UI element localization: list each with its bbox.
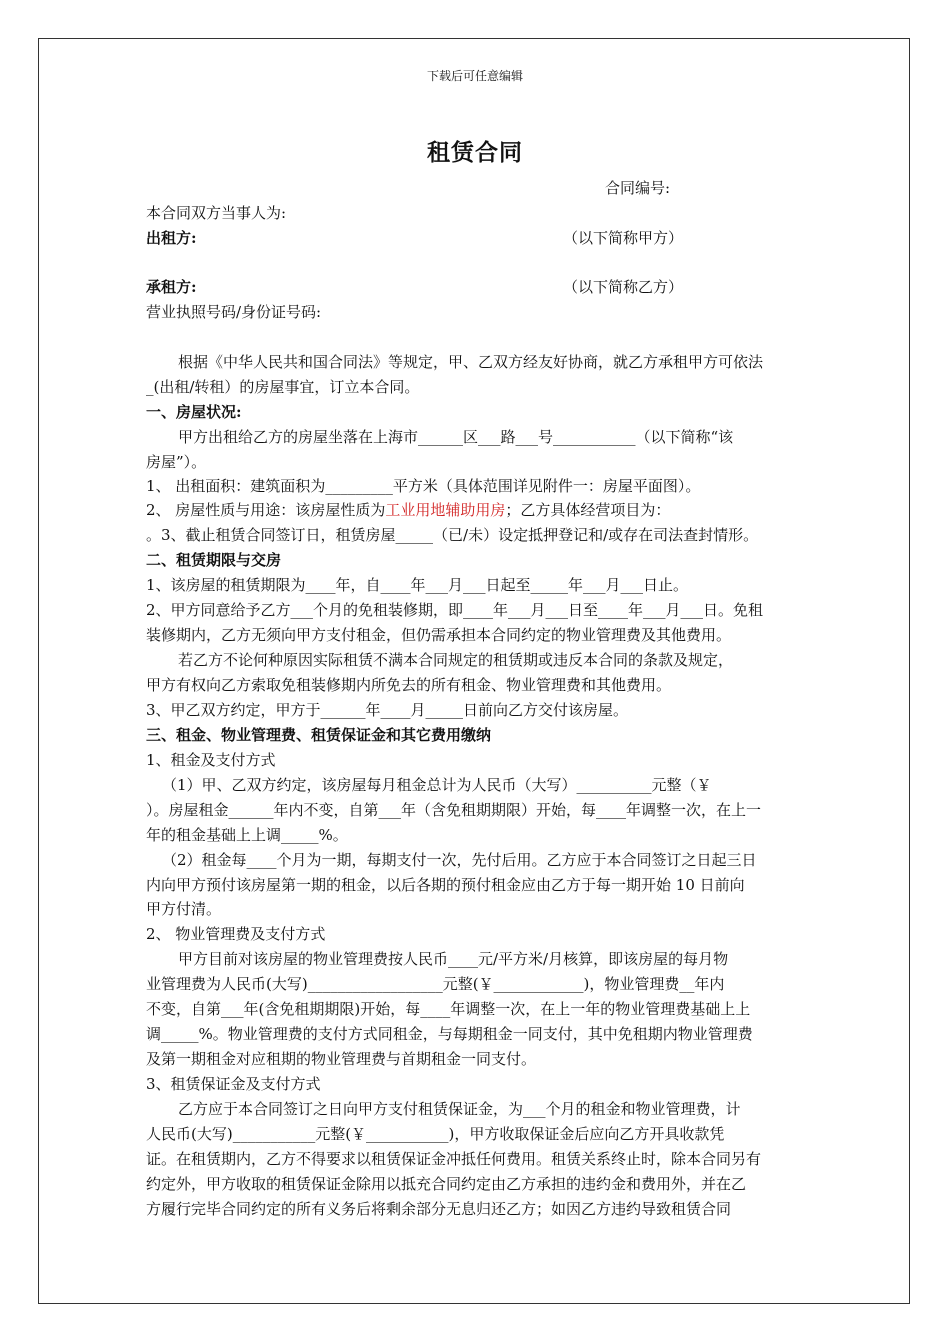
paragraph-line: 内向甲方预付该房屋第一期的租金，以后各期的预付租金应由乙方于每一期开始 10 日前向 — [146, 876, 745, 894]
paragraph-line: _(出租/转租）的房屋事宜，订立本合同。 — [146, 378, 420, 396]
paragraph-line: 乙方应于本合同签订之日向甲方支付租赁保证金，为___个月的租金和物业管理费，计 — [178, 1100, 741, 1118]
document-title: 租赁合同 — [427, 139, 523, 166]
paragraph-line: 2、 物业管理费及支付方式 — [146, 925, 326, 943]
section-heading: 二、租赁期限与交房 — [146, 551, 282, 569]
paragraph-line: 3、甲乙双方约定，甲方于______年____月_____日前向乙方交付该房屋。 — [146, 701, 629, 719]
paragraph-line: 3、租赁保证金及支付方式 — [146, 1075, 321, 1093]
text-run: ；乙方具体经营项目为： — [505, 501, 671, 519]
paragraph-line: 方履行完毕合同约定的所有义务后将剩余部分无息归还乙方；如因乙方违约导致租赁合同 — [146, 1200, 732, 1218]
paragraph-line: 甲方出租给乙方的房屋坐落在上海市______区___路___号___________（以下简称“该 — [178, 428, 734, 446]
paragraph-line: 约定外，甲方收取的租赁保证金除用以抵充合同约定由乙方承担的违约金和费用外，并在乙 — [146, 1175, 747, 1193]
license-label: 营业执照号码/身份证号码: — [146, 303, 322, 321]
paragraph-line: 业管理费为人民币(大写)__________________元整(￥____________)，物业管理费__年内 — [146, 975, 725, 993]
paragraph-line: 。3、截止租赁合同签订日，租赁房屋_____（已/未）设定抵押登记和/或存在司法查封情形。 — [146, 526, 759, 544]
paragraph-line: ）。房屋租金______年内不变，自第___年（含免租期期限）开始，每____年调整一次，在上一 — [146, 801, 762, 819]
paragraph-line: 若乙方不论何种原因实际租赁不满本合同规定的租赁期或违反本合同的条款及规定， — [178, 651, 734, 669]
paragraph-line: 1、该房屋的租赁期限为____年，自____年___月___日起至_____年___月___日止。 — [146, 576, 689, 594]
lessor-note: （以下简称甲方） — [563, 229, 684, 247]
paragraph-line: 年的租金基础上上调_____%。 — [146, 826, 348, 844]
paragraph-line: 人民币(大写)___________元整(￥___________)，甲方收取保证金后应向乙方开具收款凭 — [146, 1125, 725, 1143]
paragraph-line: （2）租金每____个月为一期，每期支付一次，先付后用。乙方应于本合同签订之日起三日 — [162, 851, 757, 869]
section-heading: 三、租金、物业管理费、租赁保证金和其它费用缴纳 — [146, 726, 492, 744]
paragraph-line: 装修期内，乙方无须向甲方支付租金，但仍需承担本合同约定的物业管理费及其他费用。 — [146, 626, 732, 644]
paragraph-line: 甲方有权向乙方索取免租装修期内所免去的所有租金、物业管理费和其他费用。 — [146, 676, 672, 694]
paragraph-line: 甲方目前对该房屋的物业管理费按人民币____元/平方米/月核算，即该房屋的每月物 — [178, 950, 729, 968]
paragraph-line: 1、 出租面积：建筑面积为_________平方米（具体范围详见附件一：房屋平面图）。 — [146, 477, 701, 495]
text-run: 2、 房屋性质与用途：该房屋性质为 — [146, 501, 386, 519]
page-header: 下载后可任意编辑 — [426, 69, 523, 83]
lessor-label: 出租方: — [146, 229, 197, 247]
lessee-label: 承租方: — [146, 278, 197, 296]
paragraph-line: 及第一期租金对应租期的物业管理费与首期租金一同支付。 — [146, 1050, 537, 1068]
lessee-note: （以下简称乙方） — [563, 278, 684, 296]
section-heading: 一、房屋状况: — [146, 403, 242, 421]
paragraph-line: 1、租金及支付方式 — [146, 751, 276, 769]
contract-number-label: 合同编号: — [605, 179, 671, 197]
paragraph-line: 房屋”）。 — [146, 453, 207, 471]
paragraph-line: 证。在租赁期内，乙方不得要求以租赁保证金冲抵任何费用。租赁关系终止时，除本合同另有 — [146, 1150, 762, 1168]
paragraph-line: 不变，自第___年(含免租期期限)开始，每____年调整一次，在上一年的物业管理费基础上上 — [146, 1000, 751, 1018]
paragraph-line — [146, 500, 670, 520]
paragraph-line: 2、甲方同意给予乙方___个月的免租装修期，即____年___月___日至____年___月___日。免租 — [146, 601, 764, 619]
paragraph-line: 调_____%。物业管理费的支付方式同租金，与每期租金一同支付，其中免租期内物业管理费 — [146, 1025, 753, 1043]
highlighted-text: 工业用地辅助用房 — [385, 501, 506, 519]
paragraph-line: （1）甲、乙双方约定，该房屋每月租金总计为人民币（大写）__________元整（￥ — [162, 776, 712, 794]
paragraph-line: 甲方付清。 — [146, 900, 222, 918]
parties-intro: 本合同双方当事人为: — [146, 204, 287, 222]
paragraph-line: 根据《中华人民共和国合同法》等规定，甲、乙双方经友好协商，就乙方承租甲方可依法 — [178, 353, 764, 371]
